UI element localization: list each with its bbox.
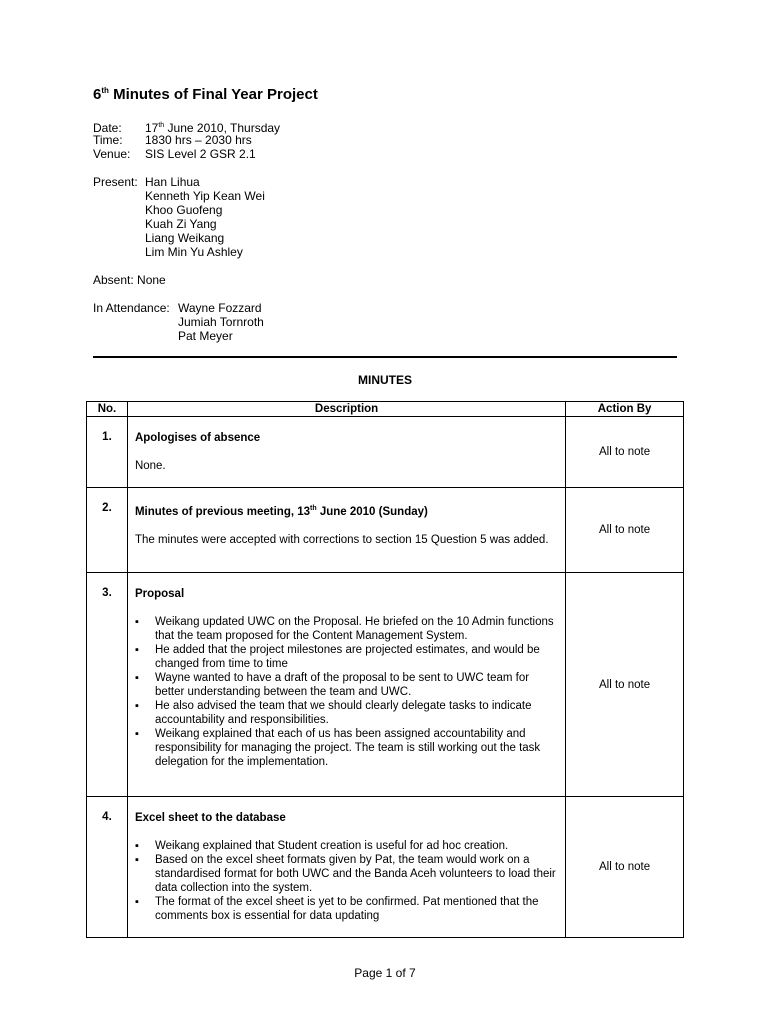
minutes-table (86, 401, 684, 938)
header-action-by: Action By (566, 402, 684, 417)
list-item: ▪ Weikang explained that each of us has been assigned accountability and responsibility for managing the project. The team is still working out the task delegation for the implementation. (155, 727, 557, 769)
action-by: All to note (566, 573, 684, 797)
list-item: ▪ He also advised the team that we should clearly delegate tasks to indicate accountability and responsibilities. (155, 699, 557, 727)
header-no: No. (87, 402, 128, 417)
header-description: Description (127, 402, 565, 417)
meeting-details (93, 119, 280, 161)
document-title: 6th Minutes of Final Year Project (93, 86, 318, 103)
absent-line: Absent: None (93, 273, 166, 287)
attendance-list: In Attendance: Wayne Fozzard Jumiah Tornroth Pat Meyer (93, 301, 264, 343)
item-heading: Excel sheet to the database (134, 812, 286, 824)
table-row: 3. Proposal ▪ Weikang updated UWC on the Proposal. He briefed on the 10 Admin functions that the team proposed for the Content Management System. ▪ He added that the project milestones are projected estimates, and would be changed from time to time ▪ Wayne wanted to have a draft of the proposal to be sent to UWC team for better understanding between the team and UWC. ▪ He also advised the team that we should clearly delegate tasks to indicate accountability and responsibilities. ▪ Weikang explained that each of us has been assigned accountability and responsibility for managing the project. The team is still working out the task delegation for the implementation. All to note (87, 573, 684, 797)
list-item: ▪ Based on the excel sheet formats given by Pat, the team would work on a standardised format for both UWC and the Banda Aceh volunteers to load their data collection into the system. (155, 853, 557, 895)
list-item: ▪ Weikang explained that Student creation is useful for ad hoc creation. (155, 839, 557, 853)
item-heading: Apologises of absence (134, 432, 261, 444)
list-item: ▪ Wayne wanted to have a draft of the proposal to be sent to UWC team for better understanding between the team and UWC. (155, 671, 557, 699)
action-by: All to note (566, 488, 684, 573)
action-by: All to note (566, 417, 684, 488)
table-row: 4. Excel sheet to the database ▪ Weikang explained that Student creation is useful for ad hoc creation. ▪ Based on the excel sheet formats given by Pat, the team would work on a standardised format for both UWC and the Banda Aceh volunteers to load their data collection into the system. ▪ The format of the excel sheet is yet to be confirmed. Pat mentioned that the comments box is essential for data updating All to note (87, 797, 684, 938)
table-row: 1. Apologises of absence None. All to note (87, 417, 684, 488)
present-list: Present: Han Lihua Kenneth Yip Kean Wei Khoo Guofeng Kuah Zi Yang Liang Weikang Lim Min Yu Ashley (93, 175, 265, 259)
action-by: All to note (566, 797, 684, 938)
table-header-row (87, 402, 684, 417)
list-item: ▪ Weikang updated UWC on the Proposal. He briefed on the 10 Admin functions that the team proposed for the Content Management System. (155, 615, 557, 643)
list-item: ▪ The format of the excel sheet is yet to be confirmed. Pat mentioned that the comments box is essential for data updating (155, 895, 557, 923)
list-item: ▪ He added that the project milestones are projected estimates, and would be changed from time to time (155, 643, 557, 671)
table-row: 2. Minutes of previous meeting, 13th June 2010 (Sunday) The minutes were accepted with corrections to section 15 Question 5 was added. All to note (87, 488, 684, 573)
minutes-heading: MINUTES (358, 373, 412, 387)
venue-row: Venue: SIS Level 2 GSR 2.1 (93, 147, 256, 161)
time-row: Time: 1830 hrs – 2030 hrs (93, 133, 252, 147)
date-row: Date: 17th June 2010, Thursday (93, 121, 281, 135)
page-number: Page 1 of 7 (354, 966, 416, 980)
section-divider (93, 356, 677, 358)
item-heading: Proposal (134, 588, 185, 600)
item-heading: Minutes of previous meeting, 13th June 2010 (Sunday) (134, 505, 428, 518)
